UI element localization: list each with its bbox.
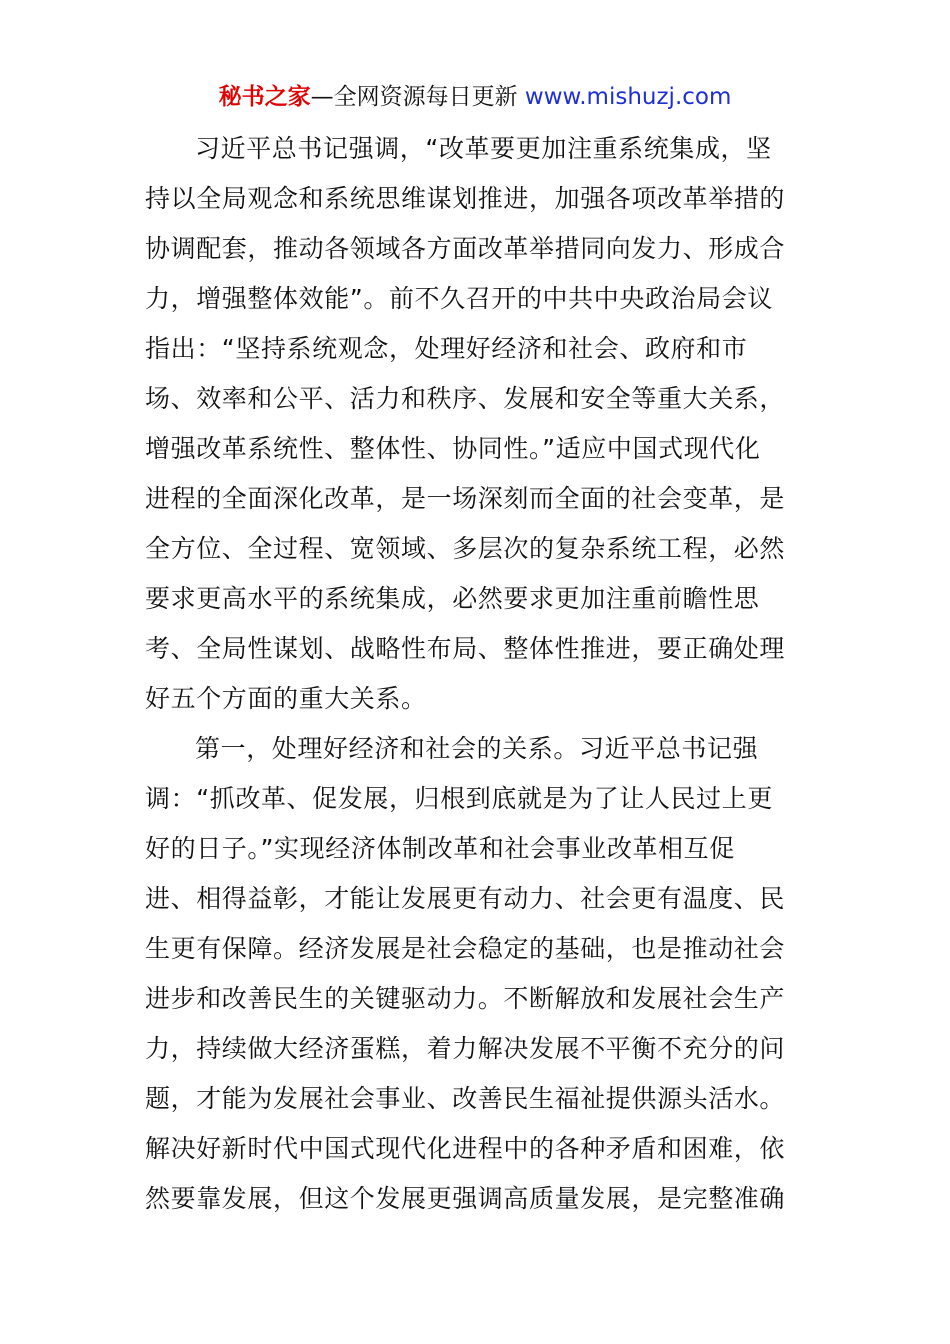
text-line: 持以全局观念和系统思维谋划推进，加强各项改革举措的 [145, 184, 786, 213]
text-line: 好五个方面的重大关系。 [145, 684, 427, 713]
text-line: 进步和改善民生的关键驱动力。不断解放和发展社会生产 [145, 984, 786, 1013]
document-body [145, 124, 807, 1224]
text-line: 调：“抓改革、促发展，归根到底就是为了让人民过上更 [145, 784, 773, 813]
text-line: 力，增强整体效能”。前不久召开的中共中央政治局会议 [145, 284, 773, 313]
brand-name: 秘书之家 [218, 84, 311, 110]
text-line: 指出：“坚持系统观念，处理好经济和社会、政府和市 [145, 334, 748, 363]
text-line: 生更有保障。经济发展是社会稳定的基础，也是推动社会 [145, 934, 786, 963]
paragraph-intro [145, 124, 807, 724]
text-line: 好的日子。”实现经济体制改革和社会事业改革相互促 [145, 834, 735, 863]
text-line: 第一，处理好经济和社会的关系。习近平总书记强 [195, 734, 759, 763]
text-line: 进程的全面深化改革，是一场深刻而全面的社会变革，是 [145, 484, 786, 513]
page-header [0, 80, 950, 114]
text-line: 力，持续做大经济蛋糕，着力解决发展不平衡不充分的问 [145, 1034, 786, 1063]
text-line: 然要靠发展，但这个发展更强调高质量发展，是完整准确 [145, 1184, 786, 1213]
text-line: 要求更高水平的系统集成，必然要求更加注重前瞻性思 [145, 584, 760, 613]
text-line: 全方位、全过程、宽领域、多层次的复杂系统工程，必然 [145, 534, 786, 563]
header-dash: — [310, 84, 334, 110]
paragraph-first-point [145, 724, 807, 1224]
text-line: 解决好新时代中国式现代化进程中的各种矛盾和困难，依 [145, 1134, 786, 1163]
text-line: 题，才能为发展社会事业、改善民生福祉提供源头活水。 [145, 1084, 786, 1113]
header-tagline: 全网资源每日更新 [333, 84, 518, 110]
text-line: 增强改革系统性、整体性、协同性。”适应中国式现代化 [145, 434, 761, 463]
text-line: 习近平总书记强调，“改革要更加注重系统集成，坚 [195, 134, 772, 163]
text-line: 进、相得益彰，才能让发展更有动力、社会更有温度、民 [145, 884, 786, 913]
text-line: 考、全局性谋划、战略性布局、整体性推进，要正确处理 [145, 634, 786, 663]
text-line: 协调配套，推动各领域各方面改革举措同向发力、形成合 [145, 234, 786, 263]
text-line: 场、效率和公平、活力和秩序、发展和安全等重大关系， [145, 384, 786, 413]
site-url-link[interactable]: www.mishuzj.com [524, 84, 732, 110]
